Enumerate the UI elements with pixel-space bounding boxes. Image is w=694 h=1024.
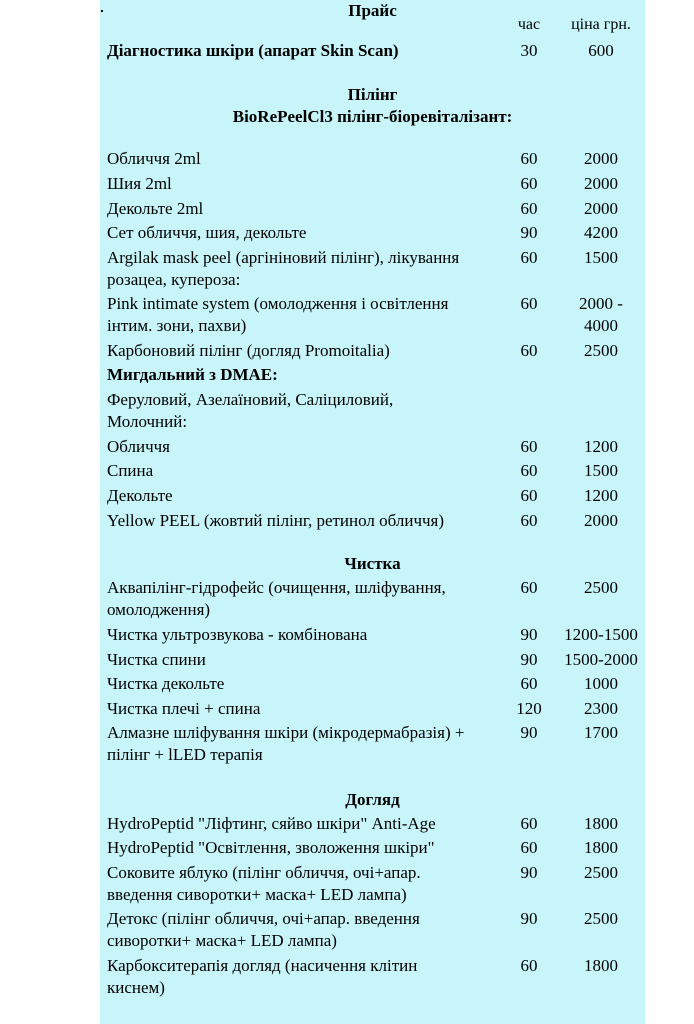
list-item-time: 60: [520, 511, 538, 530]
list-item-time: 90: [520, 909, 538, 928]
page-title: Прайс: [348, 1, 397, 20]
section-title-care: Догляд: [345, 790, 400, 809]
list-item-price: 1700: [584, 723, 618, 742]
list-item-price: 1800: [584, 956, 618, 975]
list-item-price: 1200: [584, 486, 618, 505]
list-item-price: 1000: [584, 674, 618, 693]
list-item-time: 60: [520, 199, 538, 218]
list-item-price: 1800: [584, 838, 618, 857]
list-item-name: HydroPeptid "Освітлення, зволоження шкіри": [107, 838, 435, 857]
list-item-name: Чистка ультрозвукова - комбінована: [107, 625, 368, 644]
list-item-time: 60: [520, 814, 538, 833]
list-item-time: 60: [520, 461, 538, 480]
list-item-time: 90: [520, 650, 538, 669]
list-item-name-continued: киснем): [107, 978, 165, 997]
list-item-name: Yellow PEEL (жовтий пілінг, ретинол обличчя): [107, 511, 445, 530]
list-item-time: 60: [520, 248, 538, 267]
list-item-time: 120: [516, 699, 542, 718]
list-item-name: Чистка плечі + спина: [107, 699, 261, 718]
list-item-name-continued: введення сиворотки+ маска+ LED лампа): [107, 885, 407, 904]
list-item-time: 60: [520, 437, 538, 456]
list-item-price: 2500: [584, 341, 618, 360]
column-header-price: ціна грн.: [571, 16, 631, 33]
list-item-name: Обличчя 2ml: [107, 149, 201, 168]
list-item-time: 60: [520, 578, 538, 597]
subsection-description-almond: Феруловий, Азелаїновий, Саліциловий,: [107, 390, 394, 409]
list-item-price: 2500: [584, 909, 618, 928]
list-item-time: 90: [520, 723, 538, 742]
list-item-time: 60: [520, 674, 538, 693]
list-item-time: 60: [520, 486, 538, 505]
list-item-price: 1500-2000: [564, 650, 638, 669]
list-item-time: 60: [520, 294, 538, 313]
list-item-name: Карбоновий пілінг (догляд Promoitalia): [107, 341, 390, 360]
diagnostics-time: 30: [520, 41, 538, 60]
section-subtitle-peeling: BioRePeelCl3 пілінг-біоревіталізант:: [232, 107, 513, 126]
list-item-price: 2000: [584, 199, 618, 218]
list-item-price: 1500: [584, 461, 618, 480]
list-item-price: 1800: [584, 814, 618, 833]
list-item-name: Обличчя: [107, 437, 171, 456]
list-item-name-continued: інтим. зони, пахви): [107, 316, 247, 335]
list-item-time: 60: [520, 956, 538, 975]
list-item-name: Аквапілінг-гідрофейс (очищення, шліфування,: [107, 578, 446, 597]
diagnostics-name: Діагностика шкіри (апарат Skin Scan): [107, 41, 399, 60]
list-item-price: 4200: [584, 223, 618, 242]
list-item-price: 2000 -: [579, 294, 623, 313]
list-item-name: Алмазне шліфування шкіри (мікродермабразія) +: [107, 723, 465, 742]
list-item-name-continued: сиворотки+ маска+ LED лампа): [107, 931, 337, 950]
column-header-time: час: [517, 16, 541, 33]
list-item-price: 2000: [584, 174, 618, 193]
list-item-name-continued: пілінг + lLED терапія: [107, 745, 263, 764]
list-item-name: Шия 2ml: [107, 174, 172, 193]
list-item-name: Карбокситерапія догляд (насичення клітин: [107, 956, 418, 975]
list-item-name: Чистка декольте: [107, 674, 225, 693]
list-item-time: 60: [520, 174, 538, 193]
list-item-name: HydroPeptid "Ліфтинг, сяйво шкіри" Anti-Age: [107, 814, 436, 833]
list-item-price-continued: 4000: [584, 316, 618, 335]
section-title-cleaning: Чистка: [344, 554, 401, 573]
list-item-name: Чистка спини: [107, 650, 206, 669]
list-item-name: Спина: [107, 461, 154, 480]
list-item-name: Сет обличчя, шия, декольте: [107, 223, 307, 242]
list-item-time: 90: [520, 863, 538, 882]
subsection-description-almond-continued: Молочний:: [107, 412, 188, 431]
list-item-price: 1200: [584, 437, 618, 456]
list-item-price: 1200-1500: [564, 625, 638, 644]
list-item-name: Декольте 2ml: [107, 199, 204, 218]
list-item-price: 2500: [584, 578, 618, 597]
list-item-price: 2300: [584, 699, 618, 718]
list-item-price: 2500: [584, 863, 618, 882]
list-item-name: Декольте: [107, 486, 173, 505]
list-item-name: Детокс (пілінг обличчя, очі+апар. введення: [107, 909, 420, 928]
list-item-time: 60: [520, 341, 538, 360]
list-item-price: 2000: [584, 511, 618, 530]
list-item-name: Соковите яблуко (пілінг обличчя, очі+апар.: [107, 863, 421, 882]
list-item-name-continued: розацеа, купероза:: [107, 270, 241, 289]
list-item-name-continued: омолодження): [107, 600, 211, 619]
list-item-time: 60: [520, 838, 538, 857]
list-item-time: 90: [520, 223, 538, 242]
section-title-peeling: Пілінг: [347, 85, 398, 104]
diagnostics-price: 600: [588, 41, 614, 60]
list-item-name: Argilak mask peel (аргініновий пілінг), лікування: [107, 248, 460, 267]
list-item-price: 1500: [584, 248, 618, 267]
subsection-title-almond: Мигдальний з DMAE:: [107, 365, 278, 384]
list-item-time: 60: [520, 149, 538, 168]
list-item-price: 2000: [584, 149, 618, 168]
list-item-time: 90: [520, 625, 538, 644]
list-item-name: Pink intimate system (омолодження і освітлення: [107, 294, 449, 313]
